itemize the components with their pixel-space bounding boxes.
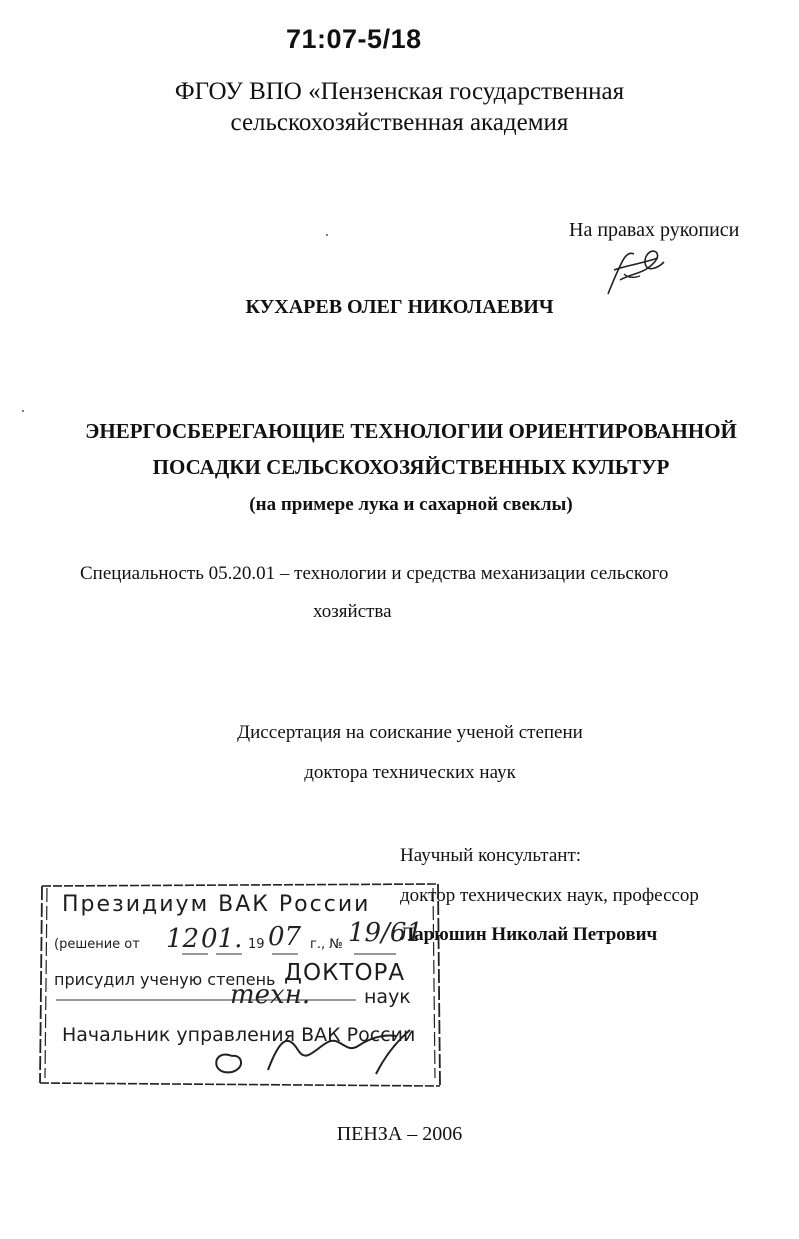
scan-speck bbox=[326, 234, 328, 236]
stamp-science-field: техн. bbox=[230, 980, 311, 1010]
dissertation-line-2: доктора технических наук bbox=[304, 762, 516, 783]
stamp-decision-year-prefix: 19 bbox=[248, 937, 265, 952]
stamp-science-suffix: наук bbox=[364, 986, 411, 1008]
stamp-header: Президиум ВАК России bbox=[62, 892, 371, 917]
author-signature bbox=[600, 244, 672, 302]
stamp-decision-month: 01. bbox=[201, 924, 243, 954]
stamp-decision-number: 19/61 bbox=[348, 918, 423, 948]
vak-stamp bbox=[36, 878, 444, 1094]
specialty-line-2: хозяйства bbox=[313, 601, 392, 622]
dissertation-line-1: Диссертация на соискание ученой степени bbox=[237, 722, 583, 743]
stamp-decision-prefix: (решение от bbox=[54, 937, 140, 952]
stamp-decision-year: 07 bbox=[268, 922, 302, 952]
author-name: КУХАРЕВ ОЛЕГ НИКОЛАЕВИЧ bbox=[245, 296, 554, 318]
document-code: 71:07-5/18 bbox=[286, 24, 422, 54]
thesis-title-line-2: ПОСАДКИ СЕЛЬСКОХОЗЯЙСТВЕННЫХ КУЛЬТУР bbox=[152, 455, 670, 479]
thesis-subtitle: (на примере лука и сахарной свеклы) bbox=[249, 494, 573, 515]
institution-line-2: сельскохозяйственная академия bbox=[230, 109, 569, 136]
scan-speck bbox=[22, 410, 24, 412]
consultant-degree: доктор технических наук, профессор bbox=[400, 885, 699, 906]
city-year: ПЕНЗА – 2006 bbox=[336, 1123, 463, 1145]
stamp-awarded: присудил ученую степень bbox=[54, 970, 276, 989]
stamp-degree-word: ДОКТОРА bbox=[284, 960, 406, 986]
stamp-decision-day: 12 bbox=[166, 924, 200, 954]
consultant-name: Ларюшин Николай Петрович bbox=[400, 924, 658, 945]
thesis-title-line-1: ЭНЕРГОСБЕРЕГАЮЩИЕ ТЕХНОЛОГИИ ОРИЕНТИРОВАННОЙ bbox=[85, 419, 737, 443]
stamp-official: Начальник управления ВАК России bbox=[62, 1024, 416, 1046]
stamp-decision-number-prefix: г., № bbox=[310, 937, 343, 952]
rights-note: На правах рукописи bbox=[569, 219, 740, 241]
institution-line-1: ФГОУ ВПО «Пензенская государственная bbox=[174, 78, 625, 105]
consultant-label: Научный консультант: bbox=[400, 845, 582, 866]
specialty-line-1: Специальность 05.20.01 – технологии и средства механизации сельского bbox=[80, 563, 669, 584]
